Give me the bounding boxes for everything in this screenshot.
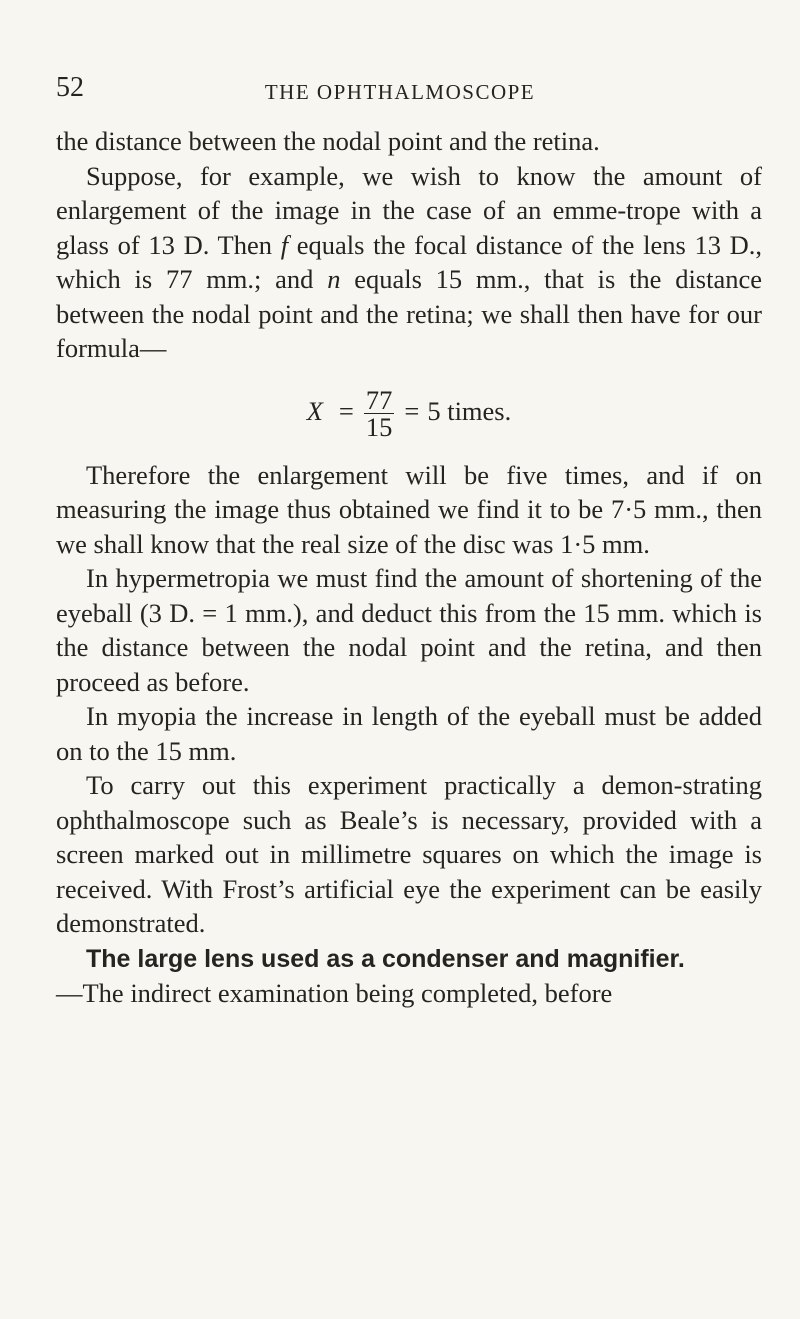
formula [56,366,762,458]
variable-f: f [280,229,289,260]
page-number: 52 [56,72,84,103]
paragraph-example [56,159,762,366]
page-body [56,124,762,1011]
text-segment: equals 15 mm., that is the distance between the nodal point and the retina; we shall then have for our formula— [56,264,763,363]
running-head: THE OPHTHALMOSCOPE [264,80,536,104]
formula-equals: = [404,396,420,427]
text-segment: equals the focal distance of the lens 13 D., which is 77 mm.; and [56,229,763,294]
formula-equals: = [338,396,354,427]
formula-lhs: X [306,396,323,427]
formula-result: 5 times. [427,396,512,427]
formula-fraction [362,387,397,440]
section-heading: The large lens used as a condenser and magnifier. [86,944,685,973]
paragraph-continuation: the distance between the nodal point and the retina. [56,126,600,156]
fraction-numerator: 77 [365,385,393,415]
paragraph-experiment: To carry out this experiment practically a demon-strating ophthalmoscope such as Beale’s is necessary, provided with a screen marked out in millimetre squares on which the image is received. With Frost’s artificial eye the experiment can be easily demonstrated. [56,770,762,938]
paragraph-indirect: —The indirect examination being completed, before [56,978,613,1008]
text-segment: Suppose, for example, we wish to know the amount of enlargement of the image in the case of an emme-trope with a glass of 13 D. Then [56,160,762,260]
paragraph-myopia: In myopia the increase in length of the eyeball must be added on to the 15 mm. [56,701,762,766]
paragraph-large-lens [56,941,762,977]
variable-n: n [327,264,341,294]
paragraph-enlargement: Therefore the enlargement will be five times, and if on measuring the image thus obtained we find it to be 7·5 mm., then we shall know that the real size of the disc was 1·5 mm. [56,459,762,559]
fraction-denominator: 15 [365,412,393,442]
paragraph-hypermetropia: In hypermetropia we must find the amount of shortening of the eyeball (3 D. = 1 mm.), and deduct this from the 15 mm. which is the distance between the nodal point and the retina, and then proceed as before. [56,563,762,697]
